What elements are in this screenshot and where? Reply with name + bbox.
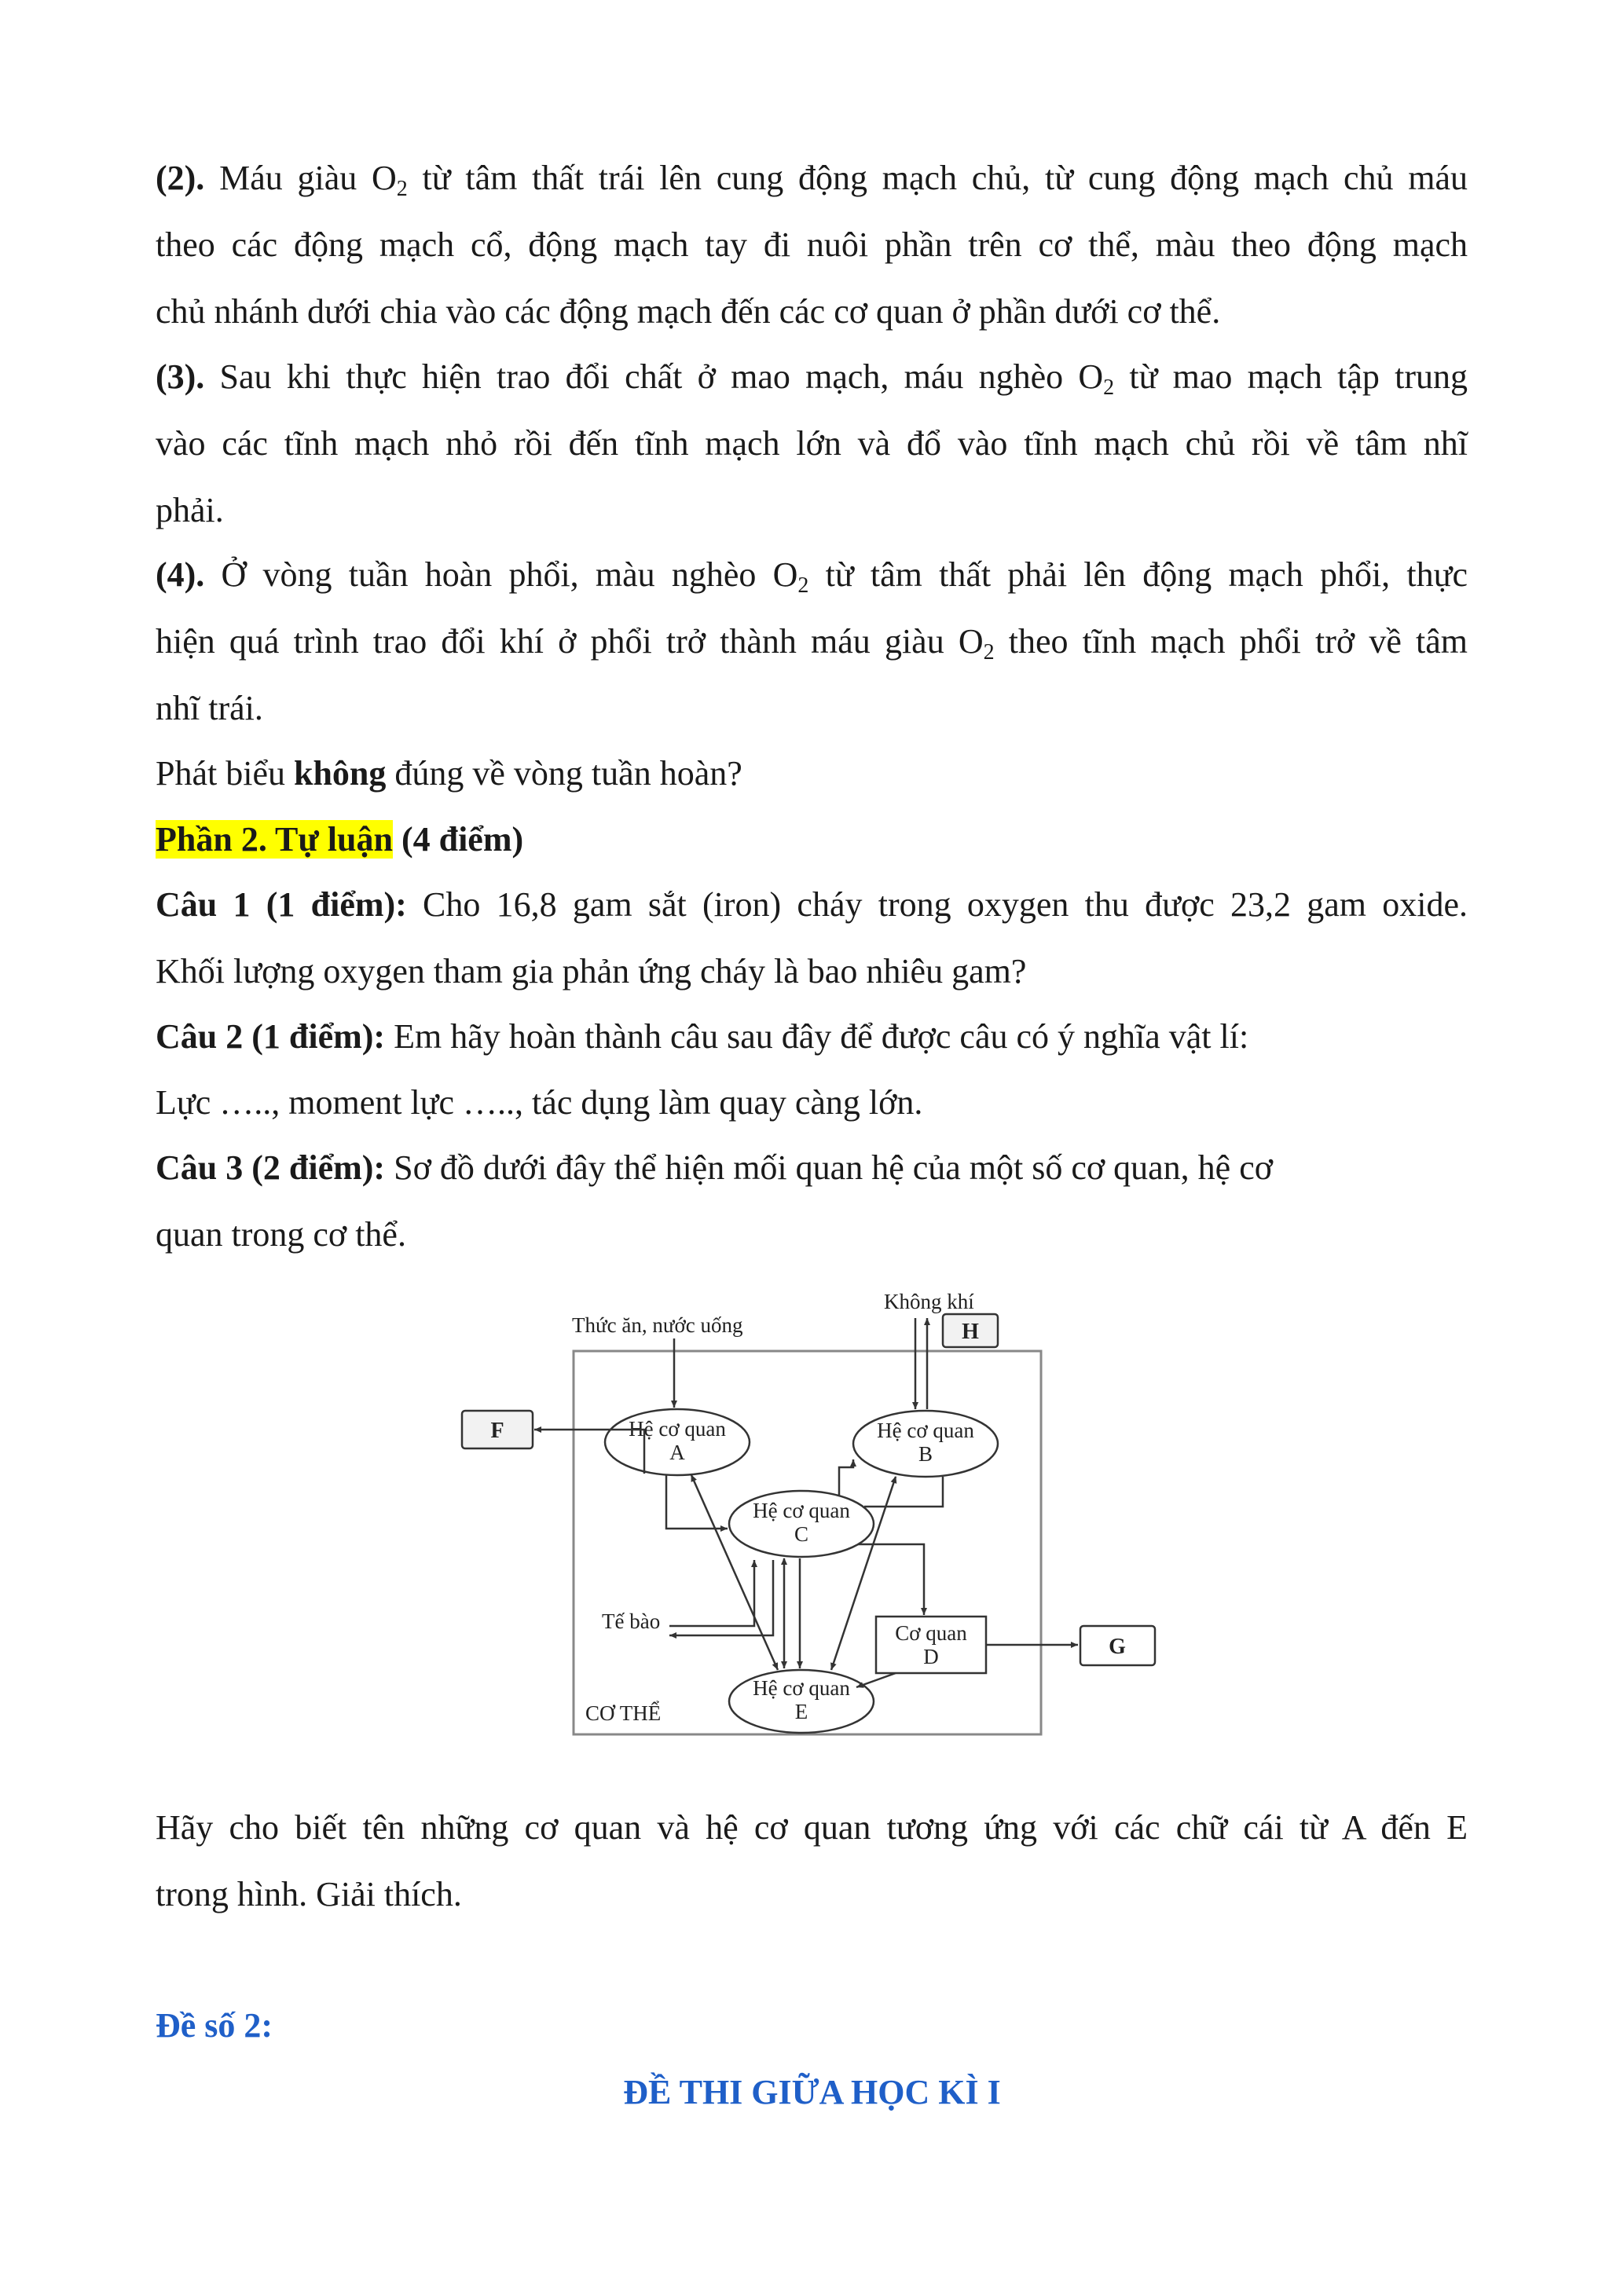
food-label: Thức ăn, nước uống [572,1313,743,1337]
question-line: Phát biểu không đúng về vòng tuần hoàn? [156,754,742,793]
p2-line-2: theo các động mạch cổ, động mạch tay đi nuôi phần trên cơ thể, màu theo động mạch [156,225,1468,264]
q1-line-1: Câu 1 (1 điểm): Cho 16,8 gam sắt (iron) cháy trong oxygen thu được 23,2 gam oxide. [156,885,1468,924]
p2-line-1: (2). Máu giàu $O_2$ từ tâm thất trái lên cung động mạch chủ, từ cung động mạch chủ máu [156,159,1468,201]
svg-text:Hệ cơ quan: Hệ cơ quan [629,1417,726,1441]
p4-line-3: nhĩ trái. [156,689,263,727]
svg-text:F: F [490,1419,504,1443]
svg-text:Cơ quan: Cơ quan [895,1621,967,1645]
after-diagram-line-2: trong hình. Giải thích. [156,1875,462,1913]
body-label: CƠ THỂ [585,1701,662,1725]
svg-text:Hệ cơ quan: Hệ cơ quan [877,1419,974,1442]
svg-text:E: E [794,1700,808,1723]
q2-line-1: Câu 2 (1 điểm): Em hãy hoàn thành câu sau đây để được câu có ý nghĩa vật lí: [156,1017,1249,1056]
exam-number-heading: Đề số 2: [156,2006,273,2045]
q3-line-2: quan trong cơ thể. [156,1215,406,1254]
p3-line-3: phải. [156,491,224,529]
p3-line-1: (3). Sau khi thực hiện trao đổi chất ở mao mạch, máu nghèo $O_2$ từ mao mạch tập trung [156,357,1468,400]
svg-text:Hệ cơ quan: Hệ cơ quan [753,1499,850,1522]
p3-line-2: vào các tĩnh mạch nhỏ rồi đến tĩnh mạch lớn và đổ vào tĩnh mạch chủ rồi về tâm nhĩ [156,424,1468,463]
part2-title: Phần 2. Tự luận [156,820,393,859]
air-label: Không khí [884,1290,974,1313]
p4-line-1: (4). Ở vòng tuần hoàn phổi, màu nghèo $O_2$ từ tâm thất phải lên động mạch phổi, thực [156,555,1468,598]
q3-line-1: Câu 3 (2 điểm): Sơ đồ dưới đây thể hiện mối quan hệ của một số cơ quan, hệ cơ [156,1148,1273,1187]
svg-text:G: G [1109,1635,1126,1659]
svg-text:B: B [918,1442,933,1466]
after-diagram-line-1: Hãy cho biết tên những cơ quan và hệ cơ quan tương ứng với các chữ cái từ A đến E [156,1808,1468,1847]
cell-label: Tế bào [602,1609,661,1633]
svg-text:Hệ cơ quan: Hệ cơ quan [753,1676,850,1700]
p2-line-3: chủ nhánh dưới chia vào các động mạch đến các cơ quan ở phần dưới cơ thể. [156,292,1221,331]
svg-text:D: D [923,1645,939,1668]
exam-title-heading: ĐỀ THI GIỮA HỌC KÌ I [623,2073,1001,2111]
svg-text:H: H [962,1320,979,1344]
p4-line-2: hiện quá trình trao đổi khí ở phổi trở thành máu giàu $O_2$ theo tĩnh mạch phổi trở về tâm [156,622,1468,665]
part2-heading: Phần 2. Tự luận (4 điểm) [156,820,524,859]
organ-system-diagram [456,1271,1163,1758]
q2-line-2: Lực ….., moment lực ….., tác dụng làm quay càng lớn. [156,1083,923,1122]
q1-line-2: Khối lượng oxygen tham gia phản ứng cháy là bao nhiêu gam? [156,952,1027,991]
svg-text:A: A [669,1441,685,1464]
svg-text:C: C [794,1522,809,1546]
